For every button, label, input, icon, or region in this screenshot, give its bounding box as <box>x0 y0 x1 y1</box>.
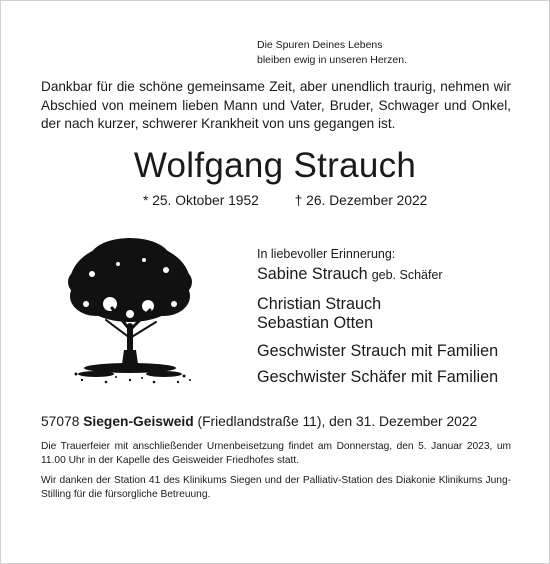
mourners-heading: In liebevoller Erinnerung: <box>257 247 396 261</box>
city: Siegen-Geisweid <box>83 414 194 429</box>
mourner-geschwister-schaefer <box>257 368 498 387</box>
death-date: † 26. Dezember 2022 <box>294 193 428 208</box>
mourner-sabine <box>257 265 443 285</box>
funeral-notice: Die Trauerfeier mit anschließender Urnenbeisetzung findet am Donnerstag, den 5. Januar 2023, um 11.00 Uhr in der Kapelle des Geisweider Friedhofes statt. <box>41 441 511 467</box>
motto <box>257 38 407 68</box>
mourner-name: Sabine Strauch <box>257 265 368 283</box>
motto-line-2: bleiben ewig in unseren Herzen. <box>257 54 408 66</box>
thanks-notice: Wir danken der Station 41 des Klinikums Siegen und der Palliativ-Station des Diakonie Klinikums Jung-Stilling für die fürsorgliche Betreuung. <box>41 475 511 501</box>
deceased-name: Wolfgang Strauch <box>133 146 417 185</box>
mourner-name: Sebastian Otten <box>257 314 374 332</box>
mourner-sebastian <box>257 314 373 333</box>
life-dates <box>143 193 427 208</box>
postcode: 57078 <box>41 414 80 429</box>
mourner-name: Christian Strauch <box>257 295 382 313</box>
intro-text: Dankbar für die schöne gemeinsame Zeit, aber unendlich traurig, nehmen wir Abschied von meinem lieben Mann und Vater, Bruder, Schwager und Onkel, der nach kurzer, schwerer Krankheit von uns gegangen ist. <box>41 79 511 131</box>
mourner-name: Geschwister Schäfer mit Familien <box>257 368 499 386</box>
place-date-line <box>41 414 477 429</box>
mourner-note: geb. Schäfer <box>371 268 443 282</box>
birth-date: * 25. Oktober 1952 <box>143 193 259 208</box>
tree-icon <box>66 234 194 394</box>
mourner-christian <box>257 295 381 314</box>
mourner-geschwister-strauch <box>257 342 498 361</box>
address-date: (Friedlandstraße 11), den 31. Dezember 2022 <box>197 414 478 429</box>
motto-line-1: Die Spuren Deines Lebens <box>257 39 383 51</box>
mourner-name: Geschwister Strauch mit Familien <box>257 342 499 360</box>
